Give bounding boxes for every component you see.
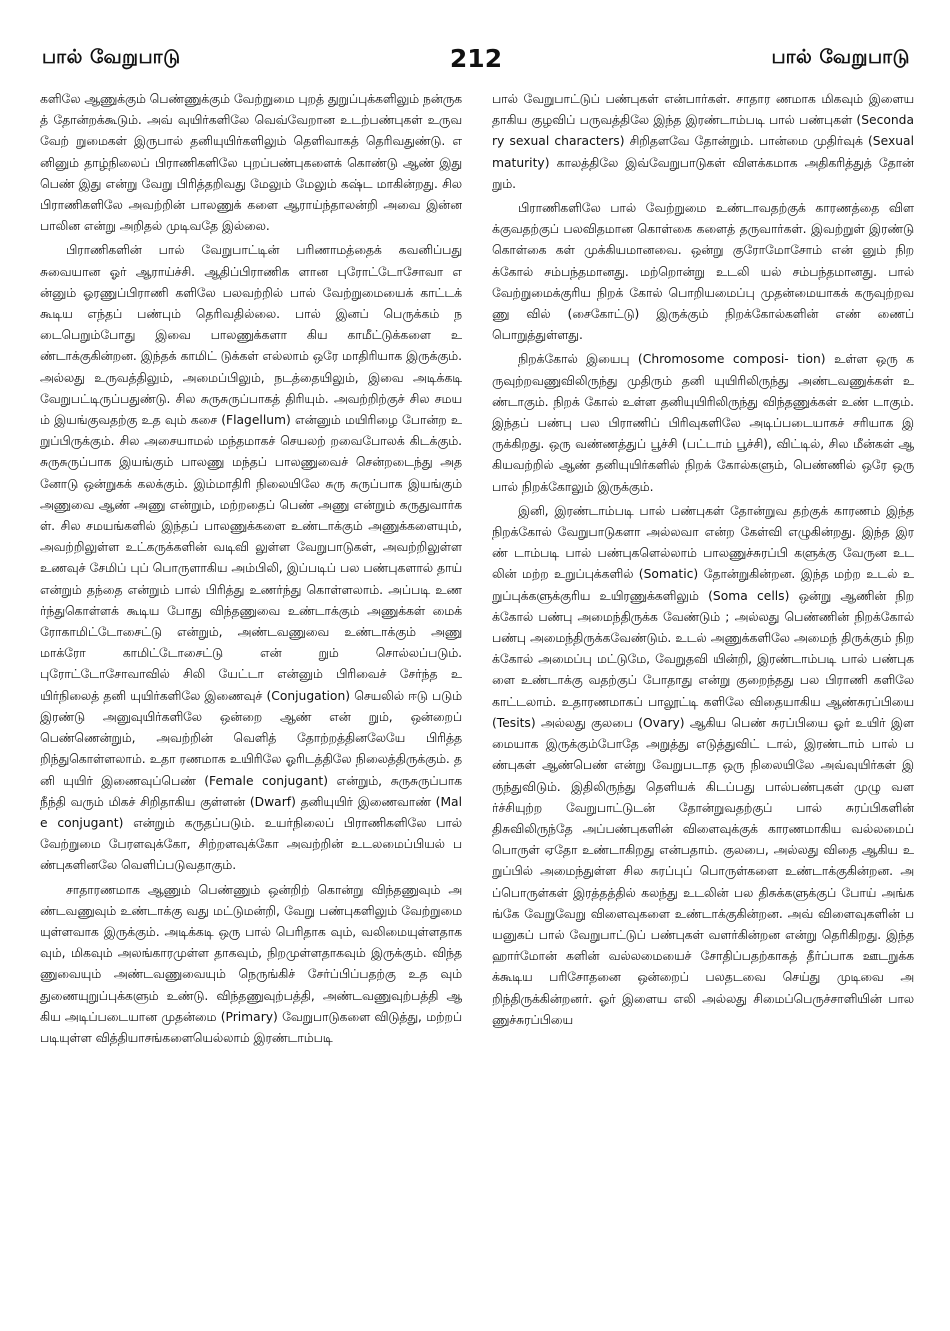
running-head-left: பால் வேறுபாடு <box>42 45 181 68</box>
paragraph: பால் வேறுபாட்டுப் பண்புகள் என்பார்கள். சாதார ணமாக மிகவும் இளையதாகிய குழவிப் பருவத்திலே இந்த இரண்டாம்படி பால் பண்புகள் (Secondary sexual characters) சிறிதளவே தோன்றும். பான்மை முதிர்வுக் (Sexual maturity) காலத்திலே இவ்வேறுபாடுகள் விளக்கமாக அதிகரித்துத் தோன் றும். <box>492 92 914 191</box>
text-columns <box>40 89 914 1303</box>
paragraph: நிறக்கோல் இயைபு (Chromosome composi- tion) உள்ள ஒரு கருவுற்றவணுவிலிருந்து முதிரும் தனி யுயிரிலிருந்து அண்டவணுக்கள் உண்டாகும். நிறக் கோல் உள்ள தனியுயிரிலிருந்து விந்தணுக்கள் உண் டாகும். இந்தப் பண்பு பல பிராணிப் பிரிவுகளிலே அடிப்படையாகச் சரியாக இருக்கிறது. ஒரு வண்ணத்துப் பூச்சி (பட்டாம் பூச்சி), விட்டில், சில மீன்கள் ஆகியவற்றில் ஆண் தனியுயிர்களில் நிறக் கோல்களும், பெண்ணில் ஒரே ஒரு பால் நிறக்கோலும் இருக்கும். <box>492 352 914 494</box>
paragraph: இனி, இரண்டாம்படி பால் பண்புகள் தோன்றுவ தற்குக் காரணம் இந்த நிறக்கோல் வேறுபாடுகளா அல்லவா என்ற கேள்வி எழுகின்றது. இந்த இரண் டாம்படி பால் பண்புகளெல்லாம் பாலணுச்சுரப்பி களுக்கு வேருன உடலின் மற்ற உறுப்புக்களில் (Somatic) தோன்றுகின்றன. இந்த மற்ற உடல் உறுப்புக்களுக்குரிய உயிரணுக்களிலும் (Soma cells) ஒன்று ஆணின் நிறக்கோல் பண்பு அமைந்திருக்க வேண்டும் ; அல்லது பெண்ணின் நிறக்கோல் பண்பு அமைந்திருக்கவேண்டும். உடல் அணுக்களிலே அமைந் திருக்கும் நிறக்கோல் அமைப்பு மட்டுமே, வேறுதவி யின்றி, இரண்டாம்படி பால் பண்புகளை உண்டாக்கு வதற்குப் போதாது என்று குறைந்தது பல பிராணி களிலே காட்டலாம். உதாரணமாகப் பாலூட்டி களிலே விதையாகிய ஆண்சுரப்பியை (Tesits) அல்லது குலபை (Ovary) ஆகிய பெண் சுரப்பியை ஓர் உயிர் இளமையாக இருக்கும்போதே அறுத்து எடுத்துவிட் டால், இரண்டாம் பால் பண்புகள் ஆண்பெண் என்று வேறுபடாத ஒரு நிலையிலே அவ்வுயிர்கள் இருந்துவிடும். இதிலிருந்து தெளியக் கிடப்பது பால்பண்புகள் முழு வளர்ச்சியுற்ற வேறுபாட்டுடன் தோன்றுவதற்குப் பால் சுரப்பிகளின் திசுவிலிருந்தே அப்பண்புகளின் விளைவுக்குக் காரணமாகிய வல்லமைப் பொருள் ஏதோ உண்டாகிறது என்பதாம். குலபை, அல்லது விதை ஆகிய உறுப்பில் அமைந்துள்ள சில சுரப்புப் பொருள்களை உண்டாக்குகின்றன. அப்பொருள்கள் இரத்தத்தில் கலந்து உடலின் பல திசுக்களுக்குப் போய் அங்கங்கே வேறுவேறு விளைவுகளை உண்டாக்குகின்றன. அவ் விளைவுகளின் பயனுகப் பால் வேறுபாட்டுப் பண்புகள் வளர்கின்றன என்று தெரிகிறது. இந்த ஹார்மோன் களின் வல்லமையைச் சோதிப்பதற்காகத் தீர்ப்பாக ஊடறுக்கக்கூடிய பரிசோதனை ஒன்றைப் பலதடவை செய்து முடிவை அறிந்திருக்கின்றனர். ஓர் இளைய எலி அல்லது சிமைப்பெருச்சாளியின் பாலணுச்சுரப்பியை <box>492 503 914 1027</box>
paragraph: பிராணிகளின் பால் வேறுபாட்டின் பரிணாமத்தைக் கவனிப்பது சுவையான ஓர் ஆராய்ச்சி. ஆதிப்பிராணிக ளான புரோட்டோசோவா என்னும் ஓரணுப்பிராணி களிலே பலவற்றில் பால் வேற்றுமையைக் காட்டக் கூடிய எந்தப் பண்பும் தெரிவதில்லை. பால் இனப் பெருக்கம் நடைபெறும்போது இவை பாலணுக்களா கிய காமீட்டுக்களை உண்டாக்குகின்றன. இந்தக் காமிட் டுக்கள் எல்லாம் ஒரே மாதிரியாக இருக்கும். அல்லது உருவத்திலும், அமைப்பிலும், நடத்தையிலும், இவை அடிக்கடி வேறுபட்டிருப்பதுண்டு. சில சுருசுருப்பாகத் திரியும். அவற்றிற்குச் சில சமயம் இயங்குவதற்கு உத வும் கசை (Flagellum) என்னும் மயிரிழை போன்ற உறுப்பிருக்கும். சில அசையாமல் மந்தமாகச் செயலற் றவைபோலக் கிடக்கும். சுருசுருப்பாக இயங்கும் பாலணு மந்தப் பாலணுவைச் சென்றடைந்து அத னோடு ஒன்றுகக் கலக்கும். இம்மாதிரி நிலையிலே சுரு சுருப்பாக இயங்கும் அணுவை ஆண் அணு என்றும், மற்றதைப் பெண் அணு என்றும் கருதுவார்கள். சில சமயங்களில் இந்தப் பாலணுக்களை உண்டாக்கும் அணுக்களையும், அவற்றிலுள்ள உட்கருக்களின் வடிவி லுள்ள வேறுபாடுகள், அவற்றிலுள்ள உணவுச் சேமிப் புப் பொருளாகிய அம்பிலி, இப்படிப் பல பண்புகளால் தாய் என்றும் தந்தை என்றும் பால் பிரித்து உணர்ந்து கொள்ளலாம். அப்படி உணர்ந்துகொள்ளக் கூடிய போது விந்தணுவை உண்டாக்கும் அணுக்கள் மைக் ரோகாமிட்டோசைட்டு என்றும், அண்டவணுவை உண்டாக்கும் அணு மாக்ரோ காமிட்டோசைட்டு என் றும் சொல்லப்படும். புரோட்டோசோவாவில் சிலி யேட்டா என்னும் பிரிவைச் சேர்ந்த உயிர்நிலைத் தனி யுயிர்களிலே இணைவுச் (Conjugation) செயலில் ஈடு படும் இரண்டு அனுவுயிர்களிலே ஒன்றை ஆண் என் றும், ஒன்றைப் பெண்ணென்றும், அவற்றின் வெளித் தோற்றத்தினலேயே பிரித்தறிந்துகொள்ளலாம். உதா ரணமாக உயிரிலே ஓரிடத்திலே நிலைத்திருக்கும். தனி யுயிர் இணைவுப்பெண் (Female conjugant) என்றும், சுருசுருப்பாக நீந்தி வரும் மிகச் சிறிதாகிய குள்ளன் (Dwarf) தனியுயிர் இணைவாண் (Male conjugant) என்றும் கருதப்படும். உயர்நிலைப் பிராணிகளிலே பால் வேற்றுமை பேரளவுக்கோ, சிற்றளவுக்கோ அவற்றின் உடலமைப்பியல் பண்புகளினலே வெளிப்படுவதாகும். <box>40 243 462 873</box>
page-number: 212 <box>449 43 503 73</box>
left-column <box>40 89 462 1303</box>
right-column <box>492 89 914 1303</box>
running-head-right: பால் வேறுபாடு <box>771 45 910 68</box>
paragraph: பிராணிகளிலே பால் வேற்றுமை உண்டாவதற்குக் காரணத்தை விளக்குவதற்குப் பலவிதமான கொள்கை களைத் தருவார்கள். இவற்றுள் இரண்டு கொள்கை கள் முக்கியமானவை. ஒன்று குரோமோசோம் என் னும் நிறக்கோல் சம்பந்தமானது. மற்றொன்று உடலி யல் சம்பந்தமானது. பால் வேற்றுமைக்குரிய நிறக் கோல் பொறியமைப்பு முதன்மையாகக் கருவுற்றவணு வில் (சைகோட்டு) இருக்கும் நிறக்கோல்களின் எண் ணைப் பொறுத்துள்ளது. <box>492 201 914 343</box>
paragraph: களிலே ஆணுக்கும் பெண்ணுக்கும் வேற்றுமை புறத் துறுப்புக்களிலும் நன்ருகத் தோன்றக்கூடும். அவ் வுயிர்களிலே வெவ்வேறான உடற்பண்புகள் உருவவேற் றுமைகள் இருபால் தனியுயிர்களிலும் தெளிவாகத் தெரிவதுண்டு. எனினும் தாழ்நிலைப் பிராணிகளிலே புறப்பண்புகளைக் கொண்டு ஆண் இது பெண் இது என்று வேறு பிரித்தறிவது மேலும் மேலும் கஷ்ட மாகின்றது. சில பிராணிகளிலே அவற்றின் பாலணுக் களை ஆராய்ந்தாலன்றி அவை இன்ன பாலின என்று அறிதல் முடிவதே இல்லை. <box>40 92 462 234</box>
page-header <box>42 38 910 78</box>
paragraph: சாதாரணமாக ஆணும் பெண்ணும் ஒன்றிற் கொன்று விந்தணுவும் அண்டவணுவும் உண்டாக்கு வது மட்டுமன்றி, வேறு பண்புகளிலும் வேற்றுமை யுள்ளவாக இருக்கும். அடிக்கடி ஒரு பால் பெரிதாக வும், வலிமையுள்ளதாகவும், மிகவும் அலங்காரமுள்ள தாகவும், நிறமுள்ளதாகவும் இருக்கும். விந்தணுவையும் அண்டவணுவையும் நெருங்கிச் சேர்ப்பிப்பதற்கு உத வும் துணையுறுப்புக்களும் உண்டு. விந்தணுவுற்பத்தி, அண்டவணுவுற்பத்தி ஆகிய அடிப்படையான முதன்மை (Primary) வேறுபாடுகளை விடுத்து, மற்றப் படியுள்ள வித்தியாசங்களையெல்லாம் இரண்டாம்படி <box>40 882 462 1045</box>
